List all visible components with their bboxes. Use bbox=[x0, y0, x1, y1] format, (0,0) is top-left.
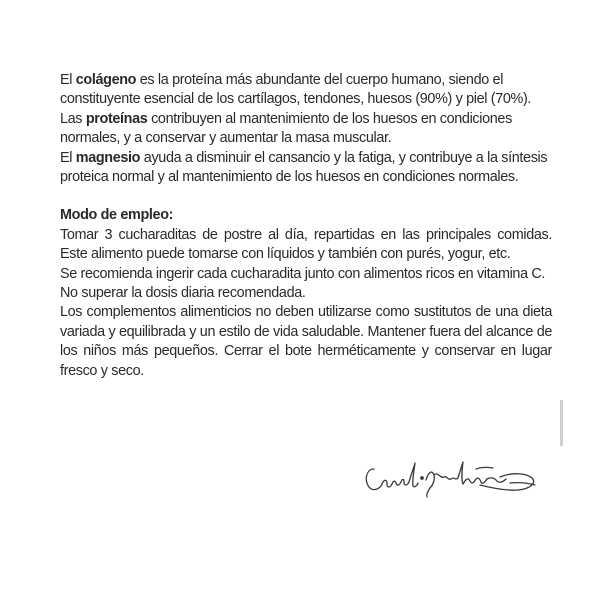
colageno-pre: El bbox=[60, 72, 76, 88]
colageno-text: es la proteína más abundante del cuerpo humano, siendo el constituyente esencial de los cartílagos, tendones, huesos (90%) y piel (70%). bbox=[60, 72, 532, 108]
document-body bbox=[60, 71, 552, 381]
usage-vitamin-c: Se recomienda ingerir cada cucharadita junto con alimentos ricos en vitamina C. bbox=[60, 265, 546, 282]
paragraph-magnesio bbox=[60, 149, 552, 188]
usage-heading: Modo de empleo: bbox=[60, 207, 174, 224]
magnesio-pre: El bbox=[60, 149, 76, 166]
usage-warning: Los complementos alimenticios no deben utilizarse como sustitutos de una dieta variada y equilibrada y un estilo de vida saludable. Mantener fuera del alcance de los niños más pequeños. Cerrar el bote herméticamente y conservar en lugar fresco y seco. bbox=[60, 304, 552, 379]
magnesio-text: ayuda a disminuir el cansancio y la fatiga, y contribuye a la síntesis proteica normal y al mantenimiento de los huesos en condiciones normales. bbox=[60, 149, 548, 186]
margin-bar bbox=[560, 400, 563, 446]
usage-max-dose: No superar la dosis diaria recomendada. bbox=[60, 285, 306, 302]
section-gap bbox=[60, 187, 552, 206]
term-colageno: colágeno bbox=[75, 72, 137, 88]
term-proteinas: proteínas bbox=[85, 110, 148, 127]
paragraph-colageno bbox=[60, 71, 552, 110]
signature-icon bbox=[360, 455, 545, 500]
proteinas-text: contribuyen al mantenimiento de los huesos en condiciones normales, y a conservar y aumentar la masa muscular. bbox=[60, 110, 512, 147]
proteinas-pre: Las bbox=[60, 110, 86, 127]
paragraph-proteinas bbox=[60, 110, 552, 149]
usage-dosage: Tomar 3 cucharaditas de postre al día, repartidas en las principales comidas. Este alimento puede tomarse con líquidos y también con purés, yogur, etc. bbox=[60, 226, 552, 263]
term-magnesio: magnesio bbox=[75, 149, 141, 166]
